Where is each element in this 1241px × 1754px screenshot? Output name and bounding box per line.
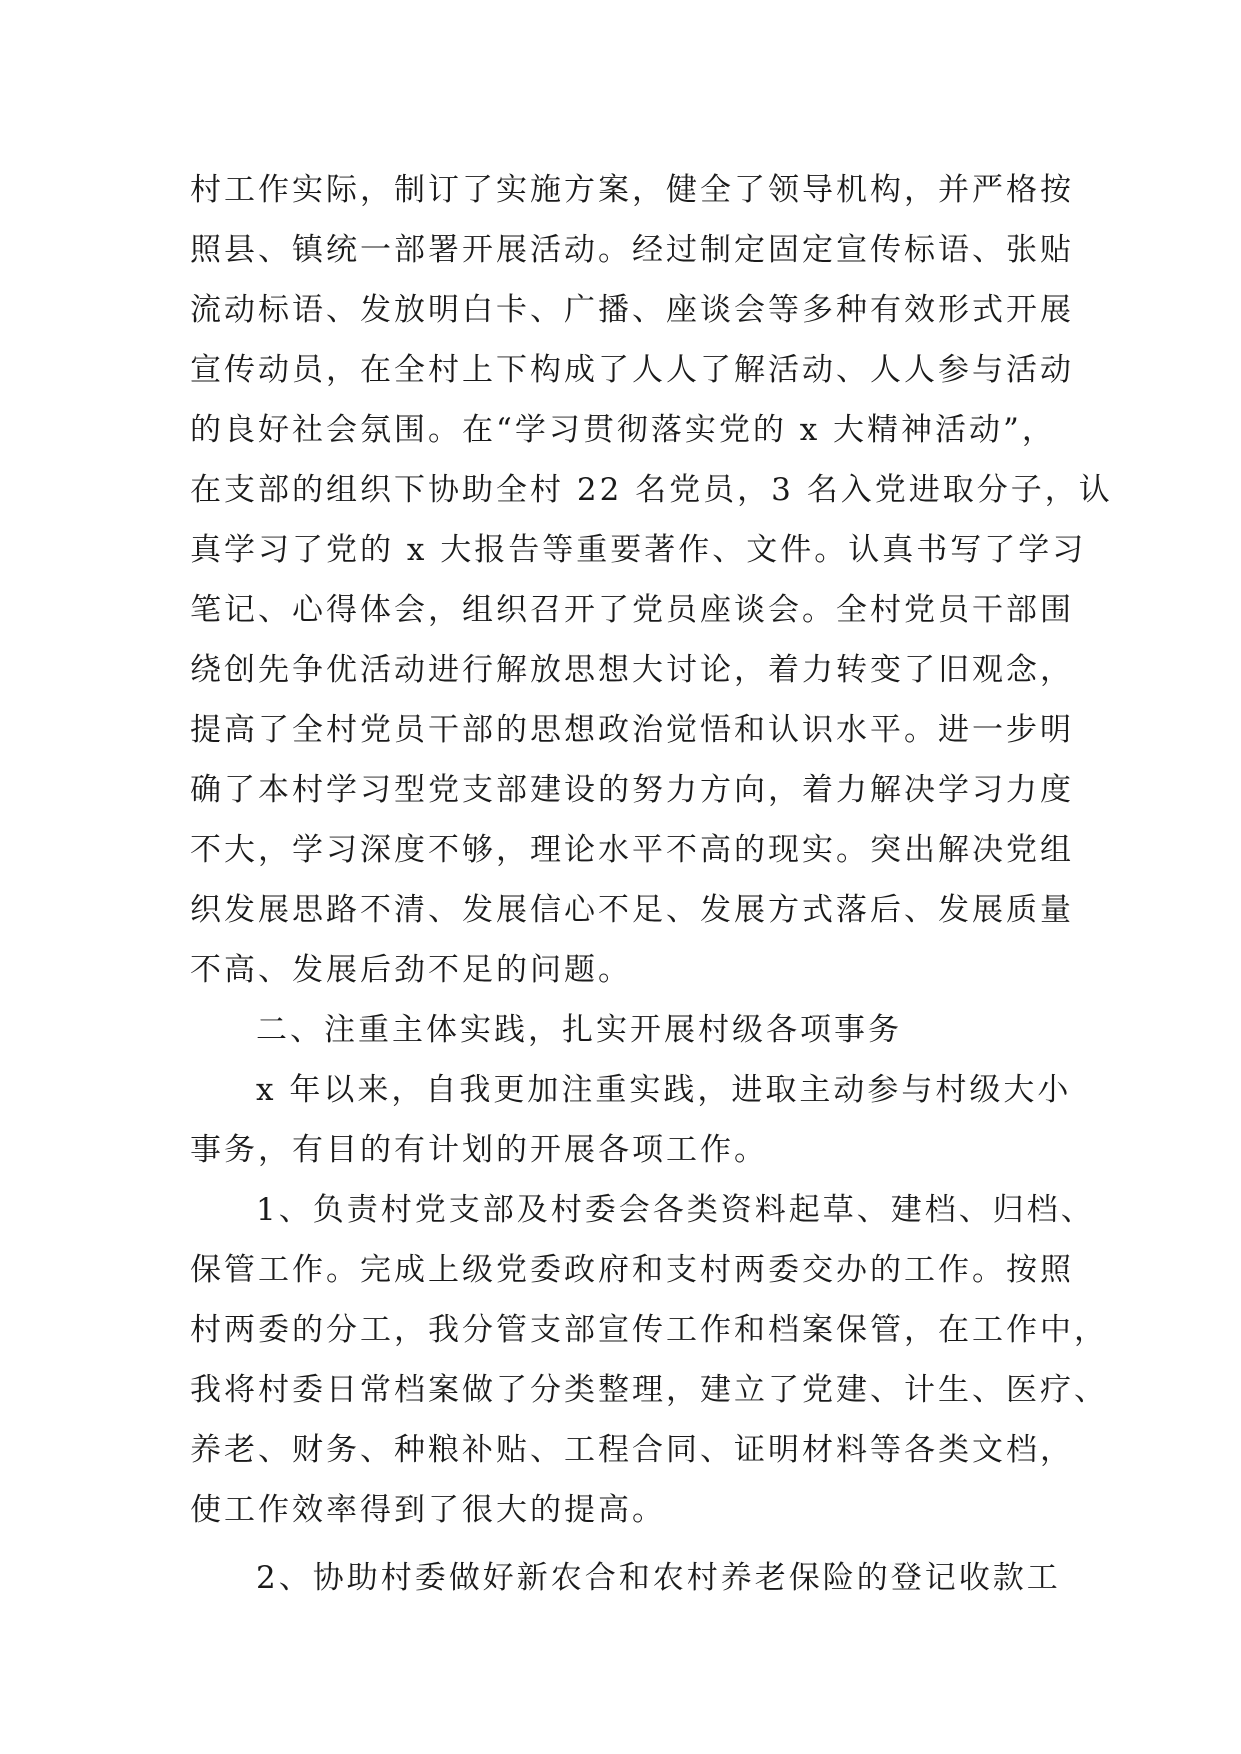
text-line: 使工作效率得到了很大的提高。 — [190, 1492, 666, 1528]
text-line: 宣传动员，在全村上下构成了人人了解活动、人人参与活动 — [190, 352, 1074, 388]
text-line: 不高、发展后劲不足的问题。 — [190, 952, 632, 988]
text-line: 二、注重主体实践，扎实开展村级各项事务 — [256, 1012, 902, 1048]
text-line: x 年以来，自我更加注重实践，进取主动参与村级大小 — [256, 1072, 1072, 1108]
text-line: 绕创先争优活动进行解放思想大讨论，着力转变了旧观念， — [190, 652, 1074, 688]
text-line: 流动标语、发放明白卡、广播、座谈会等多种有效形式开展 — [190, 292, 1074, 328]
text-line: 在支部的组织下协助全村 22 名党员，3 名入党进取分子，认 — [190, 472, 1113, 508]
text-line: 提高了全村党员干部的思想政治觉悟和认识水平。进一步明 — [190, 712, 1074, 748]
text-line: 不大，学习深度不够，理论水平不高的现实。突出解决党组 — [190, 832, 1074, 868]
text-line: 的良好社会氛围。在“学习贯彻落实党的 x 大精神活动”， — [190, 412, 1056, 448]
text-line: 笔记、心得体会，组织召开了党员座谈会。全村党员干部围 — [190, 592, 1074, 628]
text-line: 村工作实际，制订了实施方案，健全了领导机构，并严格按 — [190, 172, 1074, 208]
text-line: 事务，有目的有计划的开展各项工作。 — [190, 1132, 768, 1168]
text-line: 1、负责村党支部及村委会各类资料起草、建档、归档、 — [256, 1192, 1095, 1228]
text-line: 确了本村学习型党支部建设的努力方向，着力解决学习力度 — [190, 772, 1074, 808]
text-line: 真学习了党的 x 大报告等重要著作、文件。认真书写了学习 — [190, 532, 1087, 568]
text-line: 养老、财务、种粮补贴、工程合同、证明材料等各类文档， — [190, 1432, 1074, 1468]
text-line: 2、协助村委做好新农合和农村养老保险的登记收款工 — [256, 1560, 1061, 1596]
document-body — [190, 160, 1113, 1608]
text-line: 照县、镇统一部署开展活动。经过制定固定宣传标语、张贴 — [190, 232, 1074, 268]
text-line: 保管工作。完成上级党委政府和支村两委交办的工作。按照 — [190, 1252, 1074, 1288]
text-line: 我将村委日常档案做了分类整理，建立了党建、计生、医疗、 — [190, 1372, 1108, 1408]
text-line: 村两委的分工，我分管支部宣传工作和档案保管，在工作中， — [190, 1312, 1108, 1348]
text-line: 织发展思路不清、发展信心不足、发展方式落后、发展质量 — [190, 892, 1074, 928]
